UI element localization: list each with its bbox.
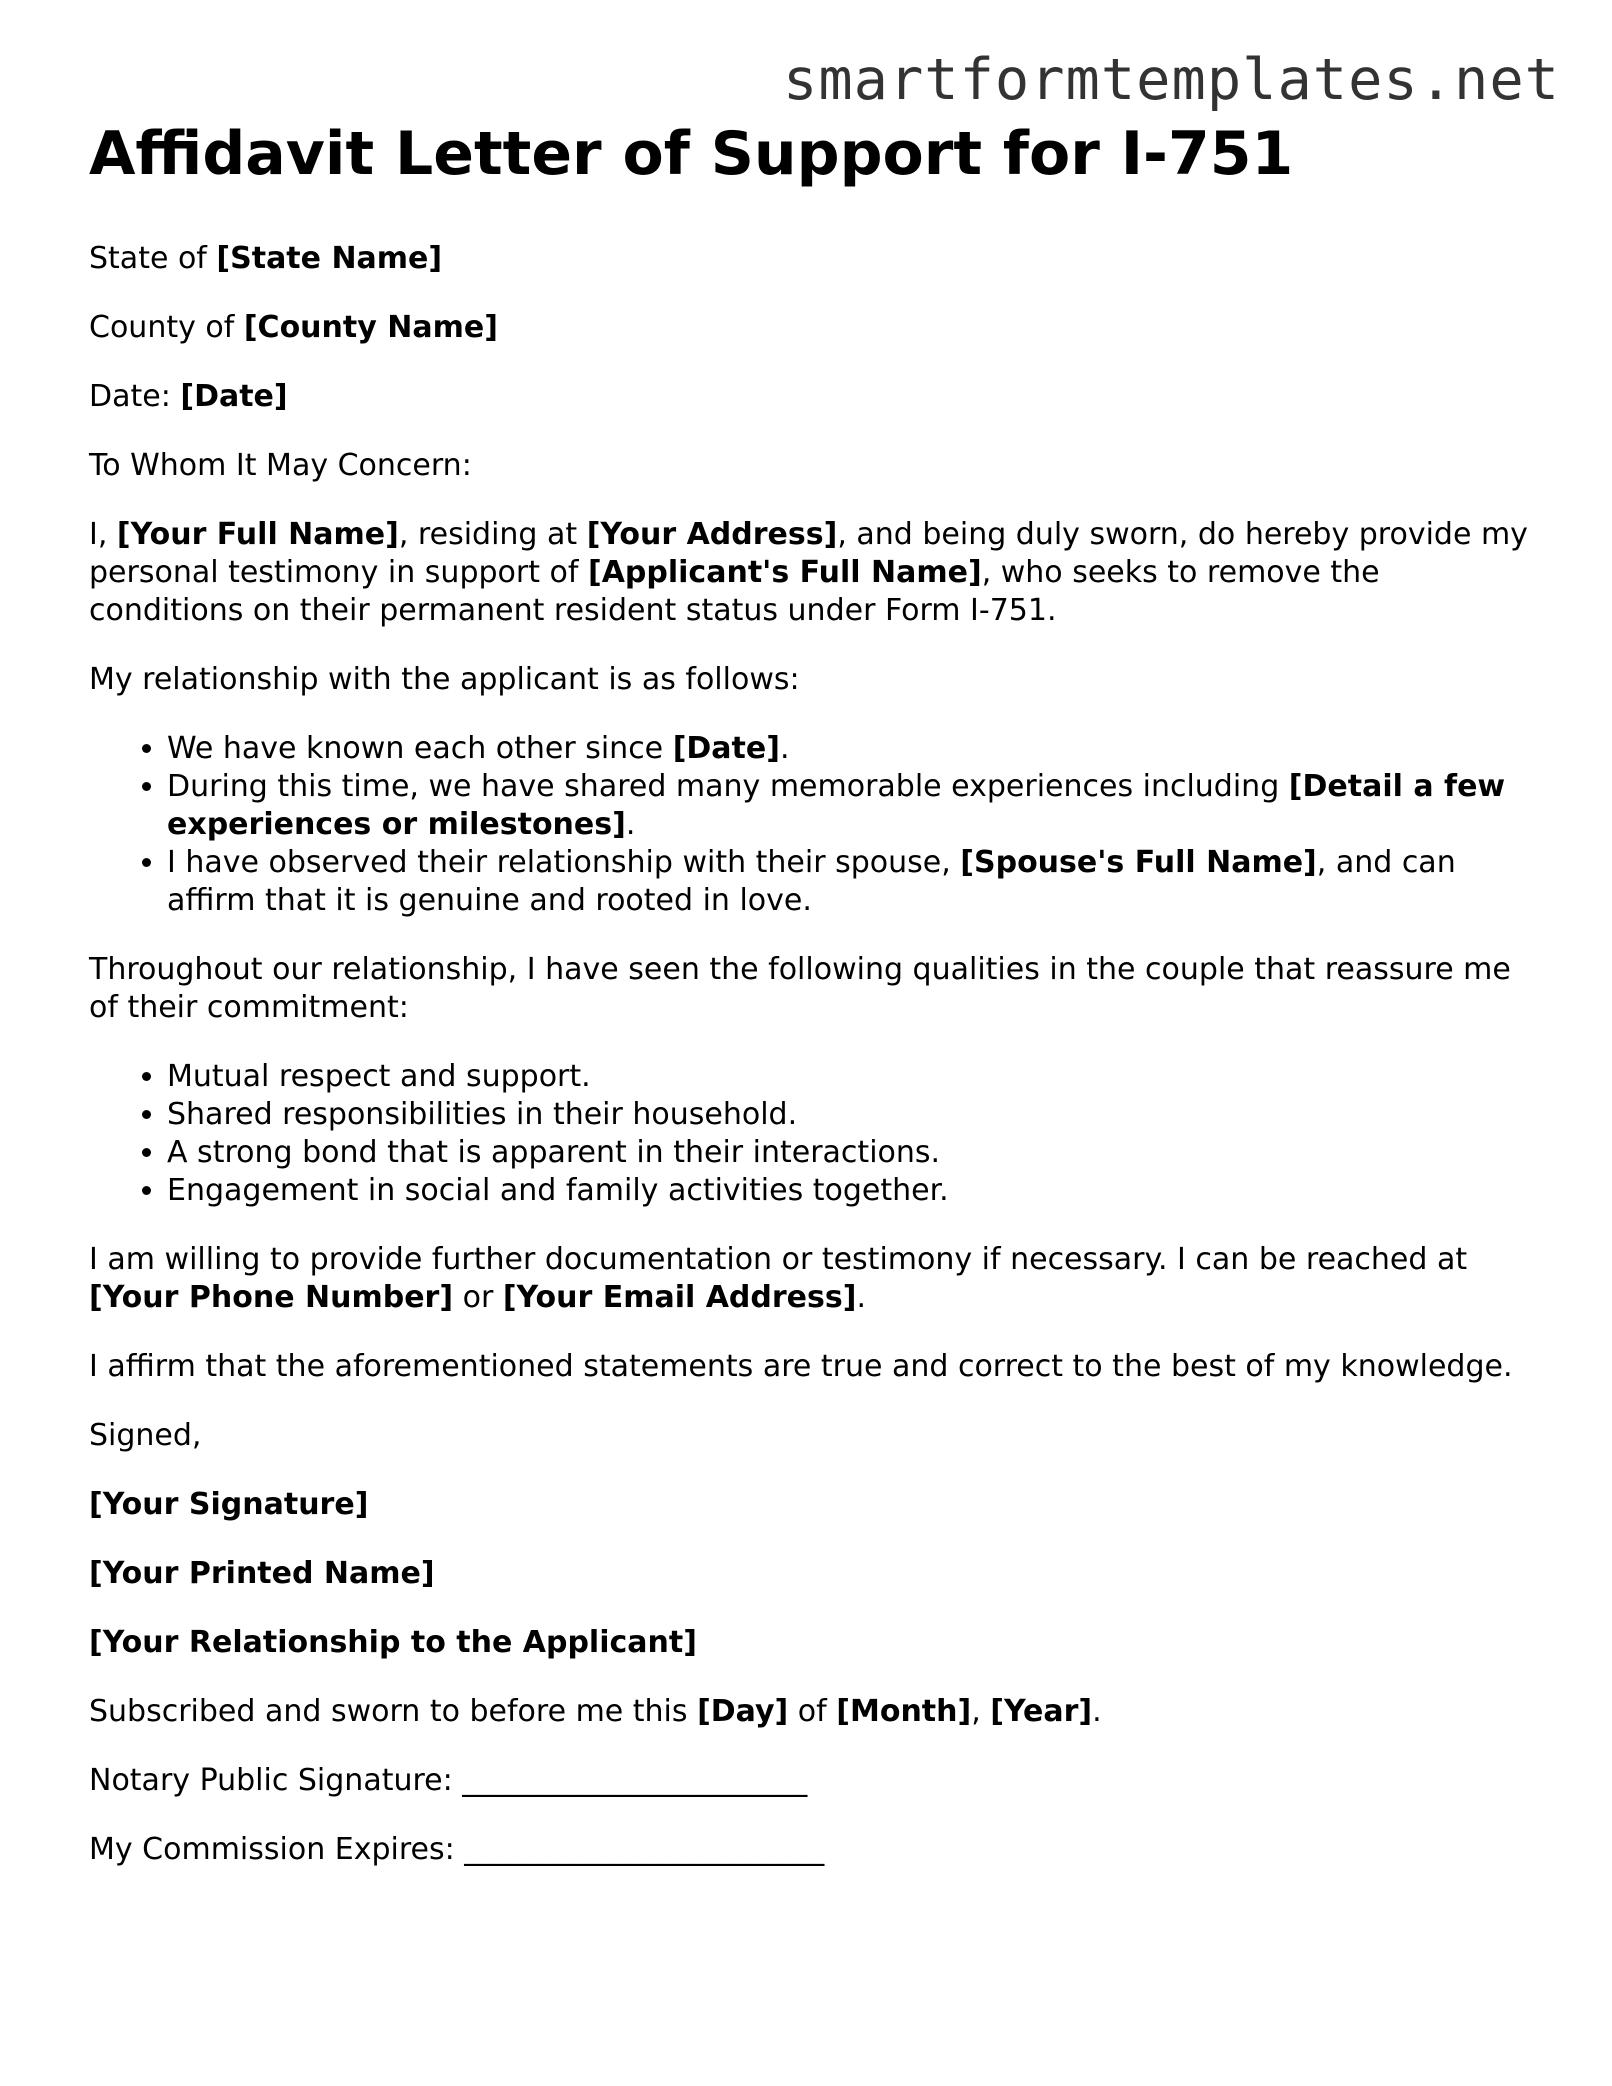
document-title: Affidavit Letter of Support for I-751 [89,119,1294,189]
qualities-list [89,1058,1529,1210]
list-item: • A strong bond that is apparent in their interactions. [167,1134,1529,1172]
document-page [89,112,1529,1900]
contact-paragraph: I am willing to provide further documentation or testimony if necessary. I can be reached at [Your Phone Number] or [Your Email Address]. [89,1242,1468,1315]
state-line: State of [State Name] [89,241,443,276]
qualities-heading: Throughout our relationship, I have seen the following qualities in the couple that reassure me of their commitment: [89,952,1511,1025]
month-placeholder: [Month] [836,1694,972,1729]
relationship-list [89,730,1529,920]
printed-name-placeholder: [Your Printed Name] [89,1556,435,1591]
day-placeholder: [Day] [697,1694,789,1729]
applicant-name-placeholder: [Applicant's Full Name] [587,555,982,590]
date-line: Date: [Date] [89,379,288,414]
list-item: • Shared responsibilities in their household. [167,1096,1529,1134]
date-placeholder: [Date] [180,379,288,414]
list-item: • Engagement in social and family activities together. [167,1172,1529,1210]
email-placeholder: [Your Email Address] [502,1280,857,1315]
signed-label: Signed, [89,1418,202,1453]
year-placeholder: [Year] [990,1694,1093,1729]
salutation: To Whom It May Concern: [89,448,472,483]
commission-expires-line: My Commission Expires: ________________________ [89,1832,825,1867]
sworn-line: Subscribed and sworn to before me this [Day] of [Month], [Year]. [89,1694,1102,1729]
county-placeholder: [County Name] [243,310,498,345]
signature-placeholder: [Your Signature] [89,1487,369,1522]
intro-paragraph: I, [Your Full Name], residing at [Your Address], and being duly sworn, do hereby provide my personal testimony in support of [Applicant's Full Name], who seeks to remove the conditions on their permanent resident status under Form I-751. [89,517,1528,628]
phone-placeholder: [Your Phone Number] [89,1280,454,1315]
address-placeholder: [Your Address] [586,517,838,552]
relationship-placeholder: [Your Relationship to the Applicant] [89,1625,697,1660]
list-item: • Mutual respect and support. [167,1058,1529,1096]
county-line: County of [County Name] [89,310,498,345]
watermark-text: smartformtemplates.net [783,47,1560,113]
relationship-heading: My relationship with the applicant is as follows: [89,662,800,697]
notary-signature-line: Notary Public Signature: _______________________ [89,1763,808,1798]
list-item: • We have known each other since [Date]. [167,730,1529,768]
state-placeholder: [State Name] [216,241,443,276]
full-name-placeholder: [Your Full Name] [116,517,399,552]
list-item: • I have observed their relationship with their spouse, [Spouse's Full Name], and can affirm that it is genuine and rooted in love. [167,844,1529,920]
list-item: • During this time, we have shared many memorable experiences including [Detail a few experiences or milestones]. [167,768,1529,844]
affirmation-paragraph: I affirm that the aforementioned statements are true and correct to the best of my knowledge. [89,1349,1513,1384]
